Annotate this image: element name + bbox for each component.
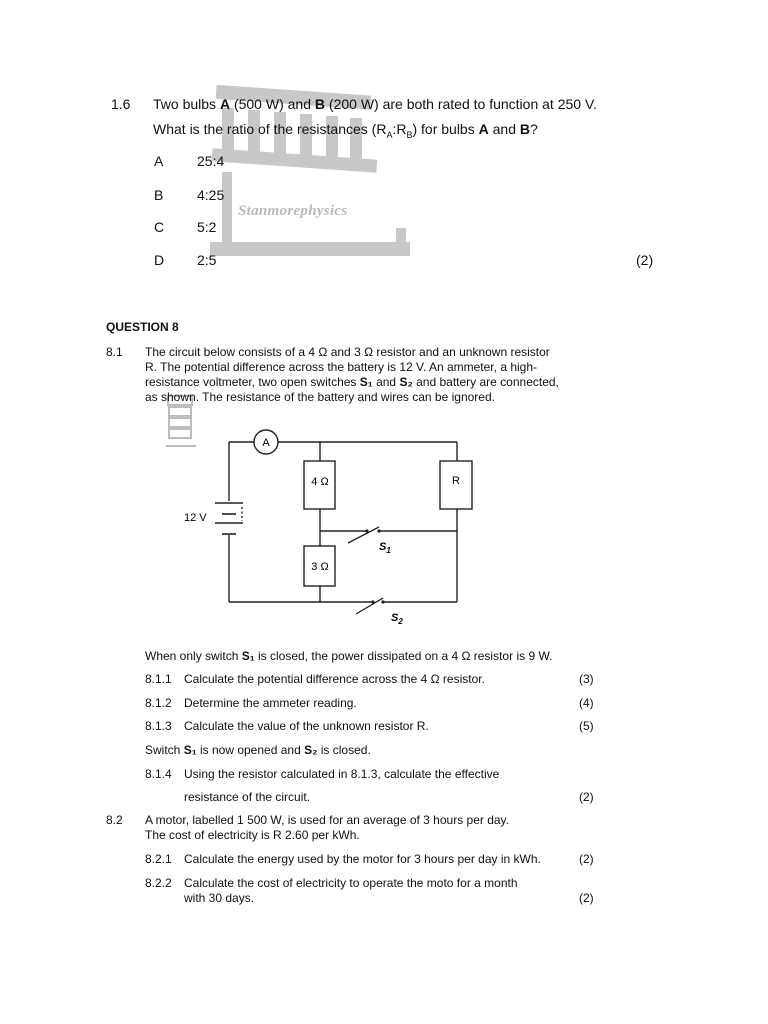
option-value: 2:5 xyxy=(197,252,217,268)
sub-question-number: 8.1.2 xyxy=(145,696,172,710)
option-letter: C xyxy=(154,219,165,235)
sub-question-text: Calculate the value of the unknown resistor R. xyxy=(184,719,429,733)
sub-question-text: Calculate the potential difference across the 4 Ω resistor. xyxy=(184,672,485,686)
switch-s2-label: $S_2$ xyxy=(391,612,403,626)
q81-number: 8.1 xyxy=(106,345,123,359)
option-letter: D xyxy=(154,252,165,268)
question-heading: QUESTION 8 xyxy=(106,320,179,334)
watermark-text: Stanmorephysics xyxy=(238,203,348,219)
q16-number: 1.6 xyxy=(111,96,131,112)
q81-text-line: as shown. The resistance of the battery and wires can be ignored. xyxy=(145,390,495,404)
sub-question-marks: (5) xyxy=(579,719,594,733)
switch-s1-label: $S_1$ xyxy=(379,541,391,555)
q16-marks: (2) xyxy=(636,252,654,268)
q81-text-line: R. The potential difference across the battery is 12 V. An ammeter, a high- xyxy=(145,360,538,374)
battery-label: 12 V xyxy=(184,512,207,524)
sub-question-marks: (2) xyxy=(579,891,594,905)
q16-line2: What is the ratio of the resistances $(R_A:R_B)$ for bulbs A and B? xyxy=(153,121,538,140)
sub-question-number: 8.1.3 xyxy=(145,719,172,733)
q82-number: 8.2 xyxy=(106,813,123,827)
ammeter-label: A xyxy=(262,437,270,449)
sub-question-marks: (2) xyxy=(579,852,594,866)
sub-question-text: resistance of the circuit. xyxy=(184,790,311,804)
resistor-3-label: 3 Ω xyxy=(311,561,329,573)
option-value: 25:4 xyxy=(197,153,225,169)
q81-text-line: The circuit below consists of a 4 Ω and 3 Ω resistor and an unknown resistor xyxy=(145,345,550,359)
option-letter: A xyxy=(154,153,164,169)
sub-question-text: Calculate the cost of electricity to operate the moto for a month xyxy=(184,876,518,890)
resistor-4-label: 4 Ω xyxy=(311,476,329,488)
sub-question-marks: (2) xyxy=(579,790,594,804)
sub-question-marks: (3) xyxy=(579,672,594,686)
switch-change-text: Switch S₁ is now opened and S₂ is closed. xyxy=(145,743,371,757)
sub-question-text: with 30 days. xyxy=(184,891,255,905)
q16-line1: Two bulbs A (500 W) and B (200 W) are both rated to function at 250 V. xyxy=(153,96,597,112)
q82-text-line: A motor, labelled 1 500 W, is used for an average of 3 hours per day. xyxy=(145,813,509,827)
option-letter: B xyxy=(154,187,164,203)
sub-question-text: Determine the ammeter reading. xyxy=(184,696,357,710)
sub-question-number: 8.2.2 xyxy=(145,876,172,890)
option-value: 4:25 xyxy=(197,187,225,203)
sub-question-text: Calculate the energy used by the motor for 3 hours per day in kWh. xyxy=(184,852,541,866)
q81-text-line: resistance voltmeter, two open switches S₁ and S₂ and battery are connected, xyxy=(145,375,559,389)
sub-question-number: 8.1.4 xyxy=(145,767,172,781)
option-value: 5:2 xyxy=(197,219,217,235)
condition-text: When only switch S₁ is closed, the power dissipated on a 4 Ω resistor is 9 W. xyxy=(145,649,553,663)
sub-question-number: 8.1.1 xyxy=(145,672,172,686)
sub-question-marks: (4) xyxy=(579,696,594,710)
resistor-r-label: R xyxy=(452,475,460,487)
q82-text-line: The cost of electricity is R 2.60 per kWh. xyxy=(145,828,360,842)
sub-question-number: 8.2.1 xyxy=(145,852,172,866)
circuit-diagram xyxy=(170,425,490,630)
sub-question-text: Using the resistor calculated in 8.1.3, calculate the effective xyxy=(184,767,500,781)
